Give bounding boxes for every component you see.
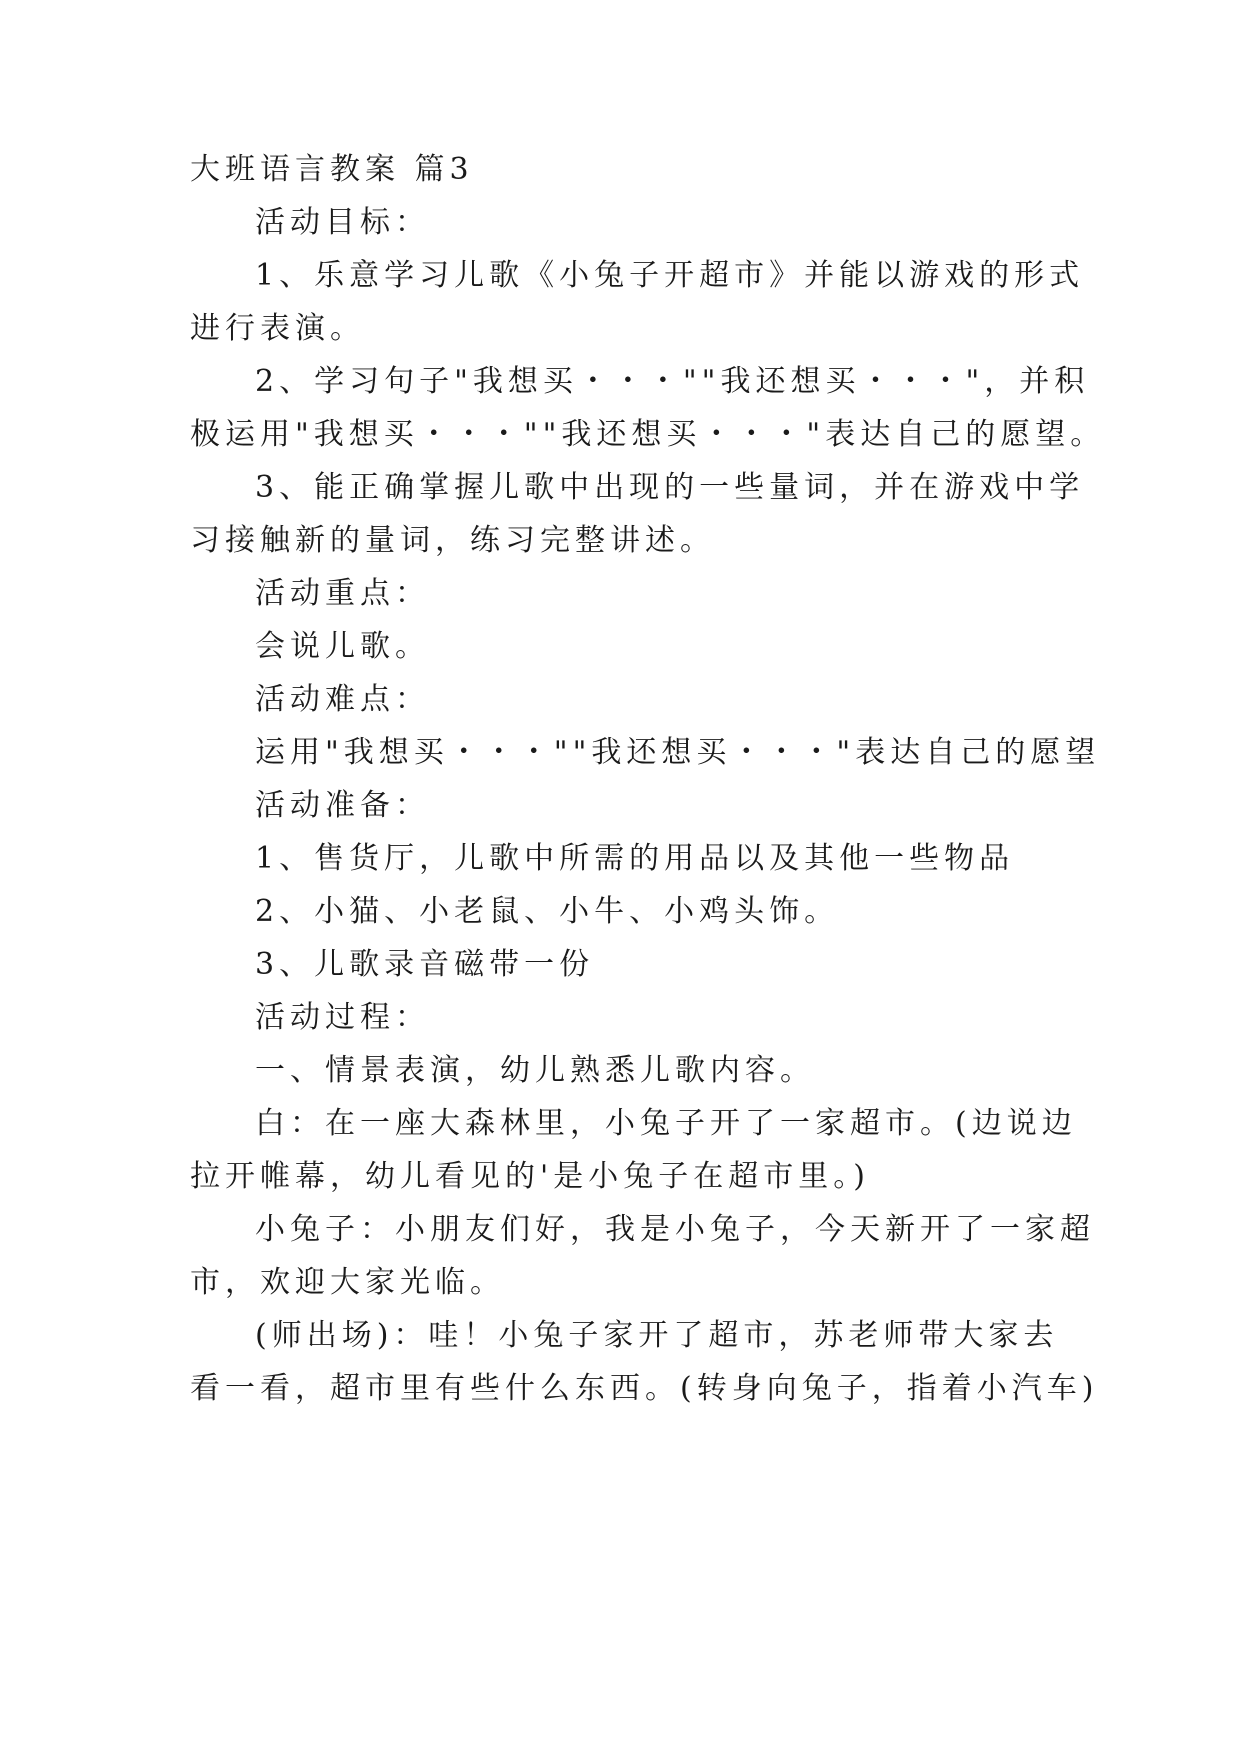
paragraph-line: 白：在一座大森林里，小兔子开了一家超市。(边说边 bbox=[255, 1106, 1077, 1141]
paragraph-line: 看一看，超市里有些什么东西。(转身向兔子，指着小汽车) bbox=[190, 1371, 1099, 1406]
paragraph-line: 一、情景表演，幼儿熟悉儿歌内容。 bbox=[255, 1053, 815, 1088]
document-title: 大班语言教案 篇3 bbox=[190, 152, 474, 187]
paragraph-line: 1、乐意学习儿歌《小兔子开超市》并能以游戏的形式 bbox=[255, 258, 1085, 293]
section-heading-goals: 活动目标： bbox=[255, 205, 430, 240]
paragraph-line: 3、能正确掌握儿歌中出现的一些量词，并在游戏中学 bbox=[255, 470, 1085, 505]
paragraph-line: 3、儿歌录音磁带一份 bbox=[255, 947, 595, 982]
paragraph-line: 2、学习句子"我想买・・・""我还想买・・・"，并积 bbox=[255, 364, 1090, 399]
paragraph-line: (师出场)：哇！小兔子家开了超市，苏老师带大家去 bbox=[255, 1318, 1059, 1353]
section-heading-process: 活动过程： bbox=[255, 1000, 430, 1035]
paragraph-line: 极运用"我想买・・・""我还想买・・・"表达自己的愿望。 bbox=[190, 417, 1106, 452]
paragraph-line: 会说儿歌。 bbox=[255, 629, 430, 664]
paragraph-line: 运用"我想买・・・""我还想买・・・"表达自己的愿望 bbox=[255, 735, 1101, 770]
paragraph-line: 2、小猫、小老鼠、小牛、小鸡头饰。 bbox=[255, 894, 840, 929]
paragraph-line: 小兔子：小朋友们好，我是小兔子，今天新开了一家超 bbox=[255, 1212, 1095, 1247]
paragraph-line: 习接触新的量词，练习完整讲述。 bbox=[190, 523, 715, 558]
paragraph-line: 市，欢迎大家光临。 bbox=[190, 1265, 505, 1300]
section-heading-preparation: 活动准备： bbox=[255, 788, 430, 823]
paragraph-line: 1、售货厅，儿歌中所需的用品以及其他一些物品 bbox=[255, 841, 1015, 876]
paragraph-line: 拉开帷幕，幼儿看见的'是小兔子在超市里。) bbox=[190, 1159, 870, 1194]
section-heading-difficulty: 活动难点： bbox=[255, 682, 430, 717]
paragraph-line: 进行表演。 bbox=[190, 311, 365, 346]
section-heading-focus: 活动重点： bbox=[255, 576, 430, 611]
